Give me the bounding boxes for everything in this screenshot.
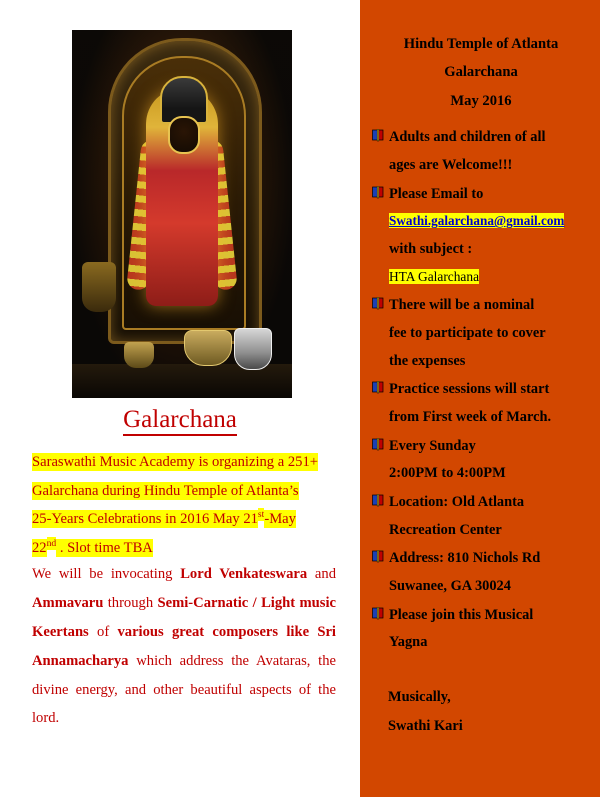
desc-lord-venkateswara: Lord Venkateswara [180,566,308,582]
panel-header-line-3: May 2016 [450,92,512,109]
brass-vessel [184,330,232,366]
intro-line-3b: -May [264,511,296,528]
intro-ordinal-st: st [257,509,265,521]
desc-ammavaru: Ammavaru [32,594,104,611]
bullet-5-line-1: Every Sunday [389,437,476,454]
deity-face [168,116,200,154]
list-item-text [389,433,506,488]
intro-line-3: 25-Years Celebrations in 2016 May 21 [32,511,258,528]
page-title [0,406,360,434]
intro-line-2: Galarchana during Hindu Temple of Atlanta’s [32,482,299,499]
list-item [372,602,590,657]
signoff-line-2: Swathi Kari [388,717,463,734]
bullet-4-line-2: from First week of March. [389,408,552,425]
bullet-5-line-2: 2:00PM to 4:00PM [389,465,506,482]
page-title-text: Galarchana [123,406,237,436]
email-subject-highlight: HTA Galarchana [389,268,480,284]
bullet-6-line-2: Recreation Center [389,521,502,538]
list-item-text [389,292,546,375]
book-bullet-icon [372,292,386,310]
list-item [372,433,590,488]
bullet-list [372,124,590,656]
desc-part-4: of [88,623,118,640]
bullet-8-line-2: Yagna [389,634,428,651]
desc-part-1: We will be invocating [32,566,181,582]
desc-part-2: and [307,566,336,582]
book-bullet-icon [372,124,386,142]
list-item-text [389,376,551,431]
panel-header-line-2: Galarchana [444,64,518,81]
list-item-text [389,489,524,544]
temple-deity-photo [72,30,292,398]
small-vessel [124,342,154,368]
panel-header-line-1: Hindu Temple of Atlanta [403,36,559,52]
bullet-7-line-1: Address: 810 Nichols Rd [389,550,541,567]
desc-music-style: Semi-Carnatic / Light music Keertans [32,594,336,640]
oil-lamp [82,262,116,312]
book-bullet-icon [372,376,386,394]
list-item [372,489,590,544]
list-item-text [389,181,564,292]
list-item [372,181,590,292]
right-panel [360,0,600,797]
bullet-8-line-1: Please join this Musical [389,606,534,623]
bullet-3-line-3: the expenses [389,352,466,369]
list-item [372,376,590,431]
book-bullet-icon [372,545,386,563]
bullet-7-line-2: Suwanee, GA 30024 [389,577,511,594]
list-item-text [389,545,540,600]
bullet-2-line-1: Please Email to [389,185,484,202]
list-item-text [389,124,545,179]
intro-line-4b: . Slot time TBA [56,539,153,556]
panel-header [372,30,590,115]
bullet-4-line-1: Practice sessions will start [389,381,550,398]
bullet-3-line-1: There will be a nominal [389,297,535,314]
book-bullet-icon [372,181,386,199]
bullet-6-line-1: Location: Old Atlanta [389,493,525,510]
list-item-text [389,602,533,657]
email-link[interactable]: Swathi.galarchana@gmail.com [389,213,565,229]
list-item [372,545,590,600]
steel-vessel [234,328,272,370]
bullet-2-subject-label: with subject : [389,240,473,257]
signoff-line-1: Musically, [388,688,451,705]
signoff [372,683,590,741]
book-bullet-icon [372,602,386,620]
list-item [372,124,590,179]
book-bullet-icon [372,489,386,507]
book-bullet-icon [372,433,386,451]
bullet-3-line-2: fee to participate to cover [389,324,546,341]
desc-part-5: which address the Avataras, the divine energy, and other beautiful aspects of the lord. [32,652,336,727]
desc-composers: various great composers like Sri Annamacharya [32,623,336,669]
bullet-1-line-2: ages are Welcome!!! [389,157,513,174]
intro-line-1: Saraswathi Music Academy is organizing a 251+ [32,454,318,470]
bullet-1-line-1: Adults and children of all [389,129,546,146]
description-paragraph [32,560,336,733]
desc-part-3: through [103,594,158,611]
intro-paragraph [32,448,332,562]
intro-ordinal-nd: nd [46,537,57,549]
intro-line-4: 22 [32,539,47,556]
list-item [372,292,590,375]
